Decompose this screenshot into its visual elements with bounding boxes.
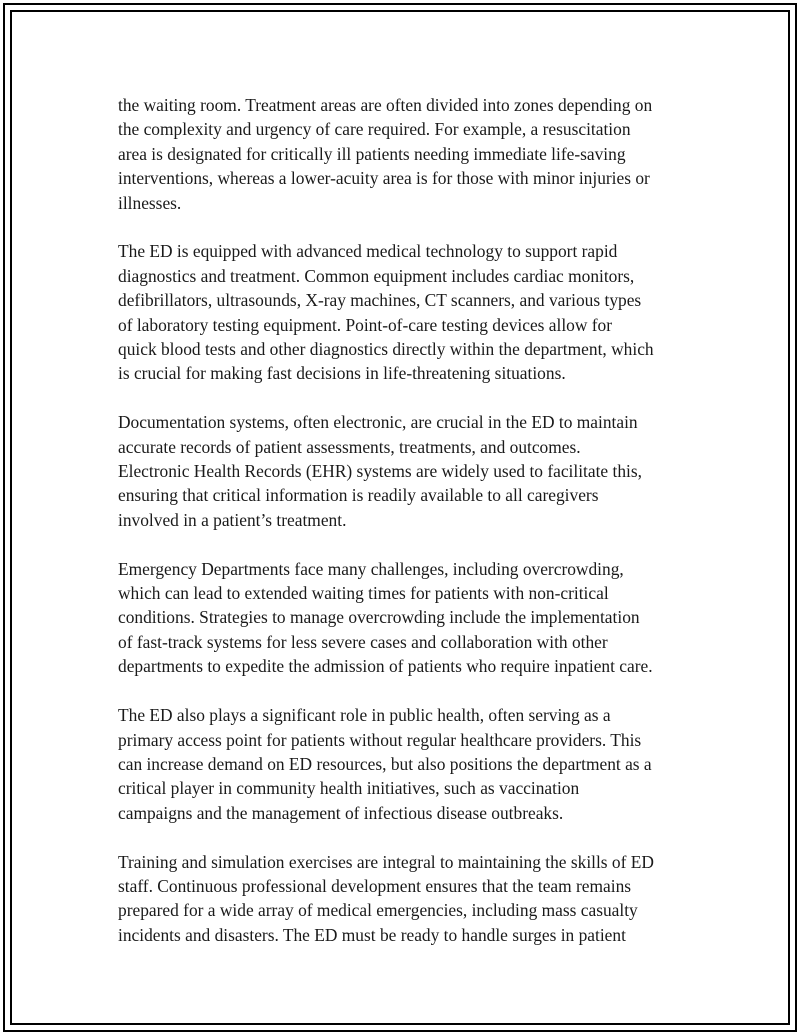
text-line: campaigns and the management of infectious disease outbreaks.: [118, 802, 564, 823]
text-line: the complexity and urgency of care required. For example, a resuscitation: [118, 119, 631, 140]
text-line: Electronic Health Records (EHR) systems are widely used to facilitate this,: [118, 461, 642, 482]
text-line: departments to expedite the admission of patients who require inpatient care.: [118, 656, 653, 677]
text-line: prepared for a wide array of medical emergencies, including mass casualty: [118, 900, 638, 921]
text-line: quick blood tests and other diagnostics directly within the department, which: [118, 339, 654, 360]
text-line: of fast-track systems for less severe cases and collaboration with other: [118, 631, 608, 652]
text-line: Training and simulation exercises are integral to maintaining the skills of ED: [118, 851, 654, 872]
text-line: ensuring that critical information is readily available to all caregivers: [118, 485, 599, 506]
text-line: conditions. Strategies to manage overcrowding include the implementation: [118, 607, 640, 628]
text-line: involved in a patient’s treatment.: [118, 509, 347, 530]
paragraph-training: [118, 850, 690, 948]
text-line: primary access point for patients without regular healthcare providers. This: [118, 729, 642, 750]
text-line: diagnostics and treatment. Common equipment includes cardiac monitors,: [118, 265, 635, 286]
paragraph-public-health: [118, 703, 690, 825]
text-line: of laboratory testing equipment. Point-of-care testing devices allow for: [118, 314, 613, 335]
text-line: Documentation systems, often electronic, are crucial in the ED to maintain: [118, 412, 638, 433]
text-line: which can lead to extended waiting times for patients with non-critical: [118, 583, 609, 604]
text-line: critical player in community health initiatives, such as vaccination: [118, 778, 580, 799]
text-line: the waiting room. Treatment areas are often divided into zones depending on: [118, 95, 653, 115]
document-body: [118, 93, 690, 947]
paragraph-challenges: [118, 557, 690, 679]
text-line: can increase demand on ED resources, but also positions the department as a: [118, 753, 652, 774]
text-line: is crucial for making fast decisions in life-threatening situations.: [118, 363, 566, 384]
text-line: accurate records of patient assessments, treatments, and outcomes.: [118, 436, 581, 457]
text-line: defibrillators, ultrasounds, X-ray machines, CT scanners, and various types: [118, 290, 642, 311]
paragraph-documentation: [118, 410, 690, 532]
text-line: The ED also plays a significant role in public health, often serving as a: [118, 705, 611, 726]
text-line: Emergency Departments face many challenges, including overcrowding,: [118, 558, 624, 579]
paragraph-waiting-room-zones: [118, 93, 690, 215]
paragraph-equipment: [118, 239, 690, 385]
text-line: area is designated for critically ill patients needing immediate life-saving: [118, 143, 626, 164]
text-line: The ED is equipped with advanced medical technology to support rapid: [118, 241, 618, 262]
text-line: staff. Continuous professional development ensures that the team remains: [118, 875, 632, 896]
text-line: illnesses.: [118, 192, 182, 213]
text-line: interventions, whereas a lower-acuity area is for those with minor injuries or: [118, 168, 650, 189]
text-line: incidents and disasters. The ED must be ready to handle surges in patient: [118, 924, 626, 945]
